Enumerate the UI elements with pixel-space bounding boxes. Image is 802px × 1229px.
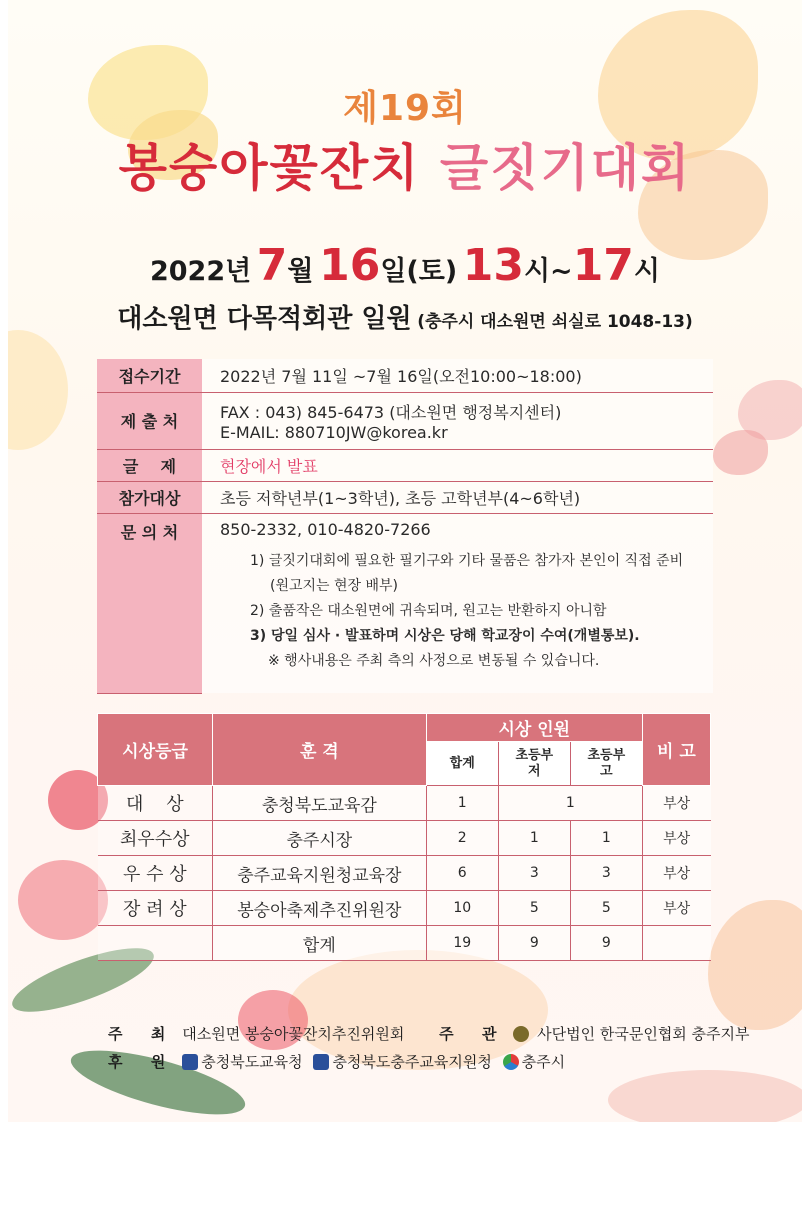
chungju-city-logo-icon [503,1054,519,1070]
contact-label-text: 문 의 처 [120,522,179,542]
contact-value: 850-2332, 010-4820-7266 [220,519,431,539]
head-grade: 시상등급 [98,714,213,786]
sub-high: 초등부 고 [570,742,642,786]
host-label: 주 최 [108,1025,172,1043]
organizer-value: 사단법인 한국문인협회 충주지부 [537,1025,750,1043]
note-3: 3) 당일 심사 · 발표하며 시상은 당해 학교장이 수여(개별통보). [250,627,640,644]
row-high: 1 [570,821,642,856]
row-merged: 1 [498,786,642,821]
row-award: 봉숭아축제추진위원장 [213,891,427,926]
reception-value: 2022년 7월 11일 ~7월 16일(오전10:00~18:00) [202,359,713,392]
reception-label: 접수기간 [97,359,202,392]
info-row-topic [97,449,713,481]
info-row-submit [97,392,713,449]
pink-petal-decoration [713,430,768,475]
target-label: 참가대상 [97,481,202,513]
date-start-hour: 13 [462,240,524,291]
awards-row [98,821,711,856]
poster [8,0,802,1122]
row-low: 3 [498,856,570,891]
main-title [8,128,802,200]
head-award: 훈 격 [213,714,427,786]
row-grade: 최우수상 [98,821,213,856]
main-title-part-a: 봉숭아꽃잔치 [118,139,421,197]
awards-header-row [98,714,711,742]
awards-total-row [98,926,711,961]
note-1b: (원고지는 현장 배부) [270,577,399,594]
topic-label: 글 제 [97,449,202,481]
sponsor-1: 충청북도교육청 [201,1053,303,1071]
edition-title: 제19회 [343,88,467,129]
credits-line-2 [108,1048,750,1076]
info-row-contact [97,513,713,693]
credits-line-1 [108,1020,750,1048]
awards-row [98,786,711,821]
awards-row [98,856,711,891]
row-low: 1 [498,821,570,856]
row-total: 1 [426,786,498,821]
note-4: ※ 행사내용은 주최 측의 사정으로 변동될 수 있습니다. [268,652,600,669]
row-high: 5 [570,891,642,926]
yellow-wash-decoration [8,330,68,450]
row-grade: 대 상 [98,786,213,821]
education-office-logo-icon [182,1054,198,1070]
sub-total: 합계 [426,742,498,786]
contact-label [97,513,202,693]
literary-association-logo-icon [513,1026,529,1042]
row-grade [98,926,213,961]
row-note: 부상 [642,821,710,856]
contact-value-cell [202,513,713,693]
date-month-unit: 월 [287,256,314,287]
row-award: 충주교육지원청교육장 [213,856,427,891]
target-value: 초등 저학년부(1~3학년), 초등 고학년부(4~6학년) [202,481,713,513]
row-total: 6 [426,856,498,891]
row-total: 19 [426,926,498,961]
info-table [97,359,713,694]
row-note [642,926,710,961]
row-low: 5 [498,891,570,926]
row-note: 부상 [642,786,710,821]
info-row-target [97,481,713,513]
row-high: 9 [570,926,642,961]
row-total: 10 [426,891,498,926]
row-total: 2 [426,821,498,856]
awards-row [98,891,711,926]
sponsor-2: 충청북도충주교육지원청 [332,1053,492,1071]
date-start-unit: 시~ [523,256,573,287]
date-month-number: 7 [256,240,288,291]
orange-petal-decoration [708,900,802,1030]
note-1: 1) 글짓기대회에 필요한 필기구와 기타 물품은 참가자 본인이 직접 준비 [250,552,684,569]
row-low: 9 [498,926,570,961]
education-office-logo-icon [313,1054,329,1070]
info-row-reception [97,359,713,392]
note-2: 2) 출품작은 대소원면에 귀속되며, 원고는 반환하지 아니함 [250,602,607,619]
submit-value [202,392,713,449]
notes [220,539,712,684]
submit-email: E-MAIL: 880710JW@korea.kr [220,422,448,442]
row-award: 충청북도교육감 [213,786,427,821]
topic-value: 현장에서 발표 [202,449,713,481]
pink-wash-decoration [608,1070,802,1122]
pink-flower-decoration [18,860,108,940]
row-grade: 장 려 상 [98,891,213,926]
date-end-hour: 17 [572,240,634,291]
head-people: 시상 인원 [426,714,642,742]
credits [108,1020,750,1076]
place-address: (충주시 대소원면 쇠실로 1048-13) [417,312,693,332]
sponsor-3: 충주시 [521,1053,566,1071]
event-place [8,298,802,335]
head-note: 비 고 [642,714,710,786]
awards-table [97,713,711,961]
row-note: 부상 [642,891,710,926]
row-note: 부상 [642,856,710,891]
organizer-label: 주 관 [439,1025,503,1043]
date-year: 2022년 [149,256,252,287]
row-award: 합계 [213,926,427,961]
row-high: 3 [570,856,642,891]
sub-low: 초등부 저 [498,742,570,786]
date-day-number: 16 [319,240,381,291]
submit-fax: FAX : 043) 845-6473 (대소원면 행정복지센터) [220,402,562,422]
date-day-unit: 일(토) [380,256,458,287]
event-date [8,240,802,291]
sponsor-label: 후 원 [108,1053,172,1071]
row-grade: 우 수 상 [98,856,213,891]
submit-label: 제 출 처 [97,392,202,449]
date-end-unit: 시 [633,256,661,287]
main-title-part-b: 글짓기대회 [439,139,692,197]
host-value: 대소원면 봉숭아꽃잔치추진위원회 [182,1025,405,1043]
place-main: 대소원면 다목적회관 일원 [117,304,412,334]
row-award: 충주시장 [213,821,427,856]
